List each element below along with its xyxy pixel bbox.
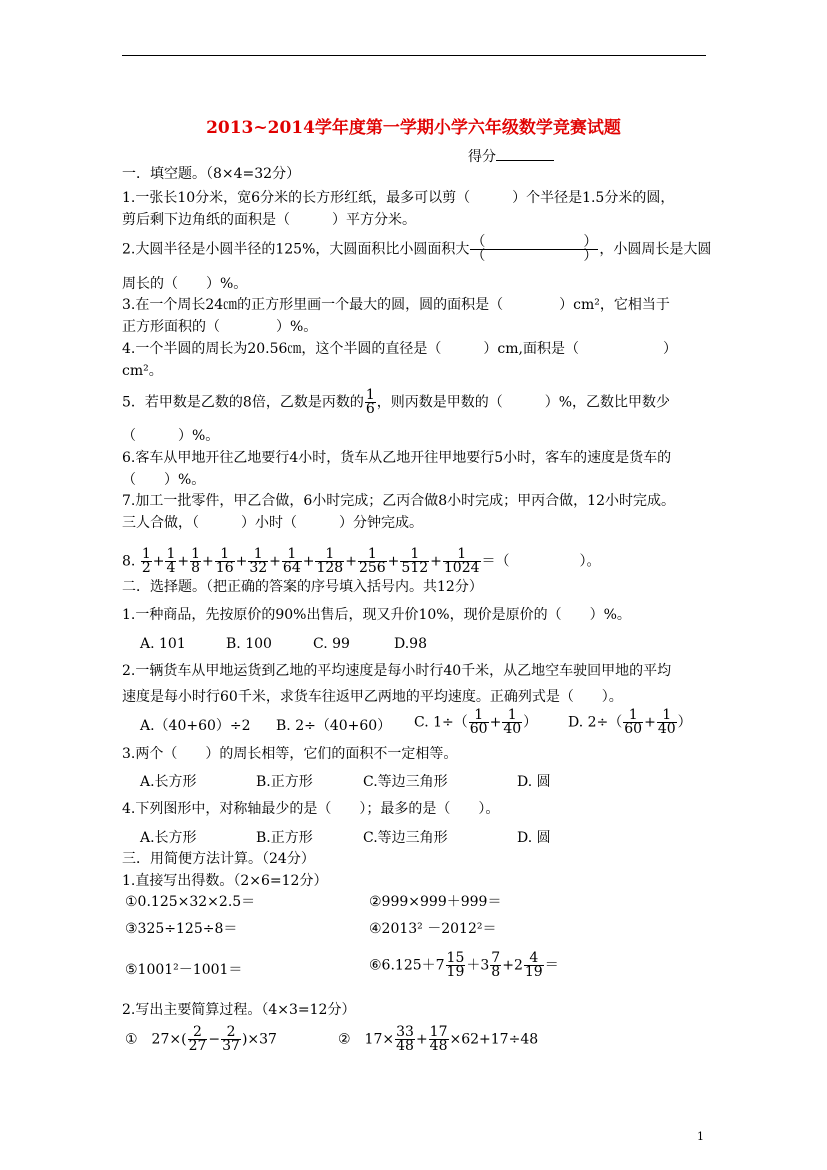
ch1-option-c: C. 99 — [313, 636, 350, 652]
q8-plus: + — [430, 553, 442, 570]
q2-line1 — [122, 236, 711, 263]
simp1-frac-2: $\frac{2}{37}$ — [222, 1024, 240, 1054]
ch4-option-c: C.等边三角形 — [363, 830, 448, 846]
calc-part2-heading: 2.写出主要简算过程。（4×3=12分） — [122, 1002, 356, 1018]
ch3-question: 3.两个（ ）的周长相等，它们的面积不一定相等。 — [122, 746, 458, 762]
ch2-d-frac-1: $\frac{1}{60}$ — [624, 707, 643, 737]
q8-plus: + — [269, 553, 281, 570]
q5-line2: （ ）%。 — [122, 428, 220, 444]
q6-line2: （ ）%。 — [122, 472, 206, 488]
ch2-d-frac-2: $\frac{1}{40}$ — [657, 707, 676, 737]
q5-fraction-den: 6 — [365, 401, 375, 417]
section-2-heading: 二．选择题。（把正确的答案的序号填入括号内。共12分） — [122, 579, 483, 595]
q8-plus: + — [202, 553, 214, 570]
ch1-option-d: D.98 — [394, 636, 427, 652]
q8-frac-10: $\frac{1}{1024}$ — [443, 546, 480, 576]
ch2-c-frac-1: $\frac{1}{60}$ — [469, 707, 488, 737]
score-label: 得分 — [468, 149, 496, 165]
ch2-option-a: A.（40+60）÷2 — [140, 718, 251, 734]
q2-fraction-num: （ ） — [471, 234, 598, 250]
q8-frac-2: $\frac{1}{4}$ — [166, 546, 176, 576]
q8-plus: + — [177, 553, 190, 570]
q5-fraction-num: 1 — [365, 387, 375, 403]
q8-frac-7: $\frac{1}{128}$ — [316, 546, 344, 576]
q6-line1: 6.客车从甲地开往乙地要行4小时，货车从乙地开往甲地要行5小时，客车的速度是货车的 — [122, 450, 672, 466]
q5-text-post: ，则丙数是甲数的（ ）%，乙数比甲数少 — [376, 394, 671, 411]
score-blank[interactable] — [496, 146, 554, 161]
section-1-heading: 一．填空题。（8×4=32分） — [122, 166, 301, 182]
q8-frac-9: $\frac{1}{512}$ — [401, 546, 429, 576]
calc-item-2: ②999×999＋999＝ — [369, 894, 502, 910]
q8-plus: + — [387, 553, 400, 570]
q2-text-pre: 2.大圆半径是小圆半径的125%，大圆面积比小圆面积大 — [122, 241, 470, 258]
q2-text-post: ，小圆周长是大圆 — [599, 241, 712, 258]
calc-part1-heading: 1.直接写出得数。（2×6=12分） — [122, 873, 328, 889]
ch2-option-c: C. 1÷（ $\frac{1}{60}$ + $\frac{1}{40}$ ） — [414, 707, 538, 737]
q5-text-pre: 5．若甲数是乙数的8倍，乙数是丙数的 — [122, 394, 364, 411]
score-field — [468, 146, 554, 166]
ch3-option-a: A.长方形 — [140, 774, 197, 790]
q2-line2: 周长的（ ）%。 — [122, 276, 248, 292]
calc-item-1: ①0.125×32×2.5＝ — [125, 894, 256, 910]
ch3-option-c: C.等边三角形 — [363, 774, 448, 790]
q2-fraction — [470, 236, 598, 263]
calc6-frac-1: $\frac{15}{19}$ — [446, 950, 465, 980]
ch3-option-b: B.正方形 — [256, 774, 313, 790]
q8-plus: + — [302, 553, 315, 570]
q5-line1 — [122, 389, 670, 416]
q8-frac-3: $\frac{1}{8}$ — [191, 546, 201, 576]
q8-plus: + — [345, 553, 357, 570]
q8-frac-8: $\frac{1}{256}$ — [358, 546, 386, 576]
simp2-frac-1: $\frac{33}{48}$ — [396, 1024, 414, 1054]
calc-item-6: ⑥6.125＋7 $\frac{15}{19}$ ＋3 $\frac{7}{8}$ +2 $\frac{4}{19}$ ＝ — [369, 950, 559, 980]
calc6-frac-3: $\frac{4}{19}$ — [524, 950, 543, 980]
ch1-option-a: A. 101 — [140, 636, 186, 652]
ch1-question: 1.一种商品，先按原价的90%出售后，现又升价10%，现价是原价的（ ）%。 — [122, 607, 631, 623]
ch4-option-d: D. 圆 — [517, 830, 551, 846]
page-number: 1 — [697, 1130, 704, 1143]
ch2-option-b: B. 2÷（40+60） — [276, 718, 392, 734]
header-rule — [122, 55, 706, 56]
q8-label: 8. — [122, 553, 136, 570]
q4-line2: cm²。 — [122, 363, 163, 379]
ch4-question: 4.下列图形中，对称轴最少的是（ ）；最多的是（ ）。 — [122, 801, 500, 817]
ch2-line2: 速度是每小时行60千米，求货车往返甲乙两地的平均速度。正确列式是（ ）。 — [122, 689, 623, 705]
q8-frac-6: $\frac{1}{64}$ — [282, 546, 301, 576]
simplify-item-2: ② 17× $\frac{33}{48}$ + $\frac{17}{48}$ ×62+17÷48 — [338, 1024, 539, 1054]
calc6-frac-2: $\frac{7}{8}$ — [491, 950, 501, 980]
q8-plus: + — [152, 553, 165, 570]
q8-frac-4: $\frac{1}{16}$ — [215, 546, 234, 576]
q7-line2: 三人合做，（ ）小时（ ）分钟完成。 — [122, 515, 423, 531]
q8-line — [122, 548, 601, 575]
ch4-option-a: A.长方形 — [140, 830, 197, 846]
q1-line2: 剪后剩下边角纸的面积是（ ）平方分米。 — [122, 212, 416, 228]
ch2-line1: 2.一辆货车从甲地运货到乙地的平均速度是每小时行40千米，从乙地空车驶回甲地的平均 — [122, 663, 672, 679]
q7-line1: 7.加工一批零件，甲乙合做，6小时完成；乙丙合做8小时完成；甲丙合做，12小时完成。 — [122, 493, 675, 509]
ch4-option-b: B.正方形 — [256, 830, 313, 846]
q8-frac-1: $\frac{1}{2}$ — [141, 546, 151, 576]
q1-line1: 1.一张长10分米，宽6分米的长方形红纸，最多可以剪（ ）个半径是1.5分米的圆， — [122, 190, 675, 206]
q8-frac-5: $\frac{1}{32}$ — [249, 546, 268, 576]
q4-line1: 4.一个半圆的周长为20.56㎝，这个半圆的直径是（ ）cm,面积是（ ） — [122, 341, 678, 357]
section-3-heading: 三．用简便方法计算。（24分） — [122, 851, 315, 867]
q3-line2: 正方形面积的（ ）%。 — [122, 319, 318, 335]
simplify-item-1: ① 27×( $\frac{2}{27}$ − $\frac{2}{37}$ )×37 — [125, 1024, 277, 1054]
calc-item-4: ④2013² －2012²＝ — [369, 921, 497, 937]
ch3-option-d: D. 圆 — [517, 774, 551, 790]
q5-fraction — [365, 389, 376, 416]
calc-item-5: ⑤1001²－1001＝ — [125, 962, 243, 978]
ch2-option-d: D. 2÷（ $\frac{1}{60}$ + $\frac{1}{40}$ ） — [568, 707, 692, 737]
page-title: 2013~2014学年度第一学期小学六年级数学竞赛试题 — [206, 118, 621, 138]
ch1-option-b: B. 100 — [226, 636, 272, 652]
q8-plus: + — [235, 553, 248, 570]
calc-item-3: ③325÷125÷8＝ — [125, 921, 238, 937]
q8-tail: ＝（ ）。 — [481, 553, 601, 570]
ch2-c-frac-2: $\frac{1}{40}$ — [503, 707, 522, 737]
simp2-frac-2: $\frac{17}{48}$ — [429, 1024, 448, 1054]
q3-line1: 3.在一个周长24㎝的正方形里画一个最大的圆，圆的面积是（ ）cm²，它相当于 — [122, 297, 670, 313]
simp1-frac-1: $\frac{2}{27}$ — [188, 1024, 207, 1054]
q2-fraction-den: （ ） — [471, 248, 598, 264]
